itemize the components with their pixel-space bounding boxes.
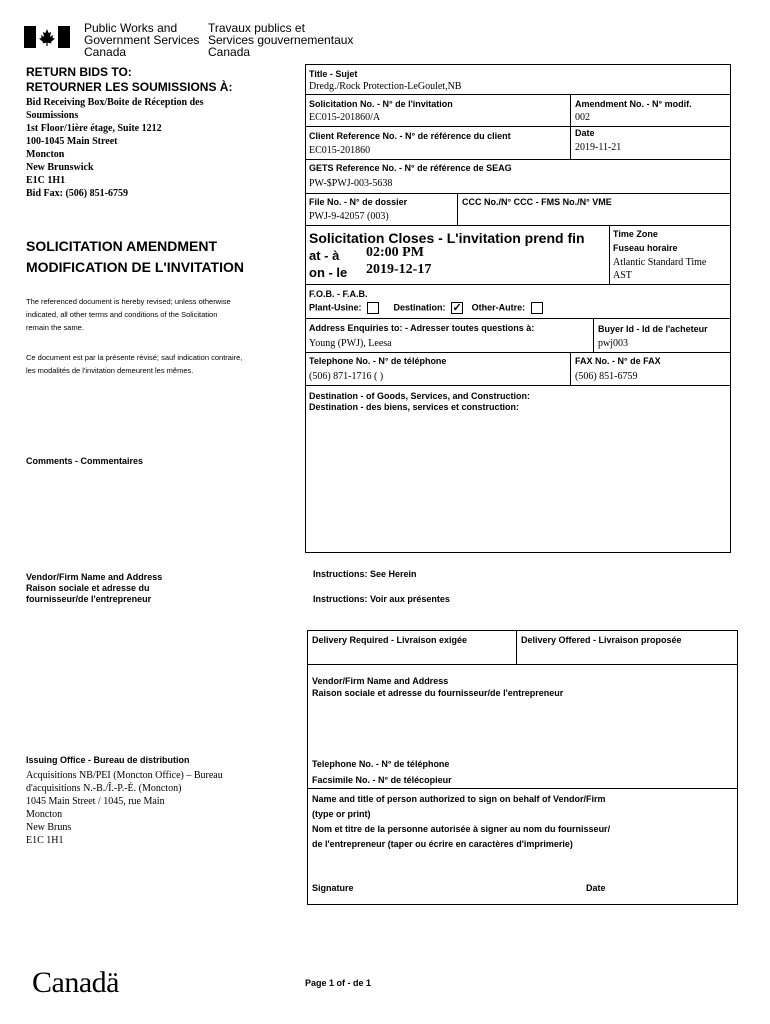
destination-label: Destination: [393, 302, 446, 313]
issuing-office-label: Issuing Office - Bureau de distribution [26, 755, 190, 765]
instructions-en: Instructions: See Herein [313, 569, 417, 579]
destination-goods-line: Destination - of Goods, Services, and Construction: [309, 391, 531, 401]
title-label: Title - Sujet [309, 69, 358, 79]
address-line: Bid Receiving Box/Boite de Réception des [26, 97, 204, 108]
closing-date-value: 2019-12-17 [366, 262, 432, 277]
dept-en-line: Canada [84, 45, 127, 59]
plant-usine-checkbox[interactable] [367, 302, 379, 314]
buyer-id-value: pwj003 [598, 338, 628, 349]
note-line: remain the same. [26, 323, 84, 332]
vendor-facsimile-label: Facsimile No. - N° de télécopieur [312, 775, 452, 785]
date-value: 2019-11-21 [575, 142, 622, 153]
vendor-left-line: Raison sociale et adresse du [26, 583, 150, 593]
fax-value: (506) 851-6759 [575, 371, 638, 382]
telephone-label: Telephone No. - N° de téléphone [309, 356, 447, 366]
note-line: Ce document est par la présente révisé; sauf indication contraire, [26, 353, 243, 362]
time-zone-abbr: AST [613, 270, 632, 281]
canada-flag-icon [24, 26, 70, 48]
canada-wordmark: Canadä [32, 966, 119, 999]
return-bids-title [26, 65, 232, 95]
file-no-value: PWJ-9-42057 (003) [309, 211, 389, 222]
issuing-line: Moncton [26, 809, 63, 820]
time-zone-label-fr: Fuseau horaire [613, 243, 678, 253]
destination-checkbox[interactable]: ✓ [452, 302, 462, 314]
amendment-title-fr: MODIFICATION DE L'INVITATION [26, 259, 244, 275]
authorized-line: de l'entrepreneur (taper ou écrire en caractères d'imprimerie) [312, 839, 573, 849]
issuing-line: New Bruns [26, 822, 72, 833]
vendor-name-line: Vendor/Firm Name and Address [312, 676, 449, 686]
gets-reference-value: PW-$PWJ-003-5638 [309, 178, 393, 189]
vendor-name-line: Raison sociale et adresse du fournisseur/de l'entrepreneur [312, 688, 564, 698]
authorized-line: Name and title of person authorized to sign on behalf of Vendor/Firm [312, 794, 606, 804]
dept-en-line: Public Works and [84, 21, 178, 35]
instructions-fr: Instructions: Voir aux présentes [313, 594, 450, 604]
department-name-fr [208, 22, 353, 58]
address-line: New Brunswick [26, 162, 94, 173]
amendment-note-en [26, 295, 231, 334]
amendment-title [26, 236, 244, 278]
issuing-office-address [26, 769, 223, 847]
amendment-no-label: Amendment No. - N° modif. [575, 99, 692, 109]
delivery-offered-label: Delivery Offered - Livraison proposée [521, 635, 682, 645]
amendment-title-en: SOLICITATION AMENDMENT [26, 238, 218, 254]
destination-goods-label [309, 391, 530, 413]
return-bids-title-en: RETURN BIDS TO: [26, 65, 132, 79]
vendor-left-line: fournisseur/de l'entrepreneur [26, 594, 152, 604]
vendor-left-label [26, 572, 162, 605]
address-enquiries-value: Young (PWJ), Leesa [309, 338, 392, 349]
date-label: Date [575, 128, 595, 138]
note-line: The referenced document is hereby revised; unless otherwise [26, 297, 231, 306]
dept-fr-line: Canada [208, 45, 251, 59]
amendment-no-value: 002 [575, 112, 590, 123]
signature-label: Signature [312, 883, 354, 893]
issuing-line: Acquisitions NB/PEI (Moncton Office) – Bureau [26, 770, 223, 781]
address-line: 1st Floor/1ière étage, Suite 1212 [26, 123, 162, 134]
destination-goods-line: Destination - des biens, services et construction: [309, 402, 520, 412]
dept-en-line: Government Services [84, 33, 200, 47]
title-value: Dredg./Rock Protection-LeGoulet,NB [309, 81, 462, 92]
issuing-line: 1045 Main Street / 1045, rue Main [26, 796, 165, 807]
solicitation-no-value: EC015-201860/A [309, 112, 381, 123]
department-name-en [84, 22, 199, 58]
time-zone-label-en: Time Zone [613, 229, 658, 239]
client-reference-label: Client Reference No. - N° de référence du client [309, 131, 511, 141]
fax-label: FAX No. - N° de FAX [575, 356, 661, 366]
fob-options [309, 302, 543, 314]
address-line: Soumissions [26, 110, 79, 121]
address-line: Bid Fax: (506) 851-6759 [26, 188, 128, 199]
time-zone-value: Atlantic Standard Time [613, 257, 707, 268]
note-line: indicated, all other terms and conditions of the Solicitation [26, 310, 218, 319]
authorized-person-label [312, 792, 610, 852]
address-enquiries-label: Address Enquiries to: - Adresser toutes questions à: [309, 323, 535, 333]
plant-usine-label: Plant-Usine: [309, 302, 362, 313]
gets-reference-label: GETS Reference No. - N° de référence de SEAG [309, 163, 512, 173]
file-no-label: File No. - N° de dossier [309, 197, 408, 207]
at-label: at - à [309, 248, 340, 263]
ccc-no-label: CCC No./N° CCC - FMS No./N° VME [462, 197, 612, 207]
issuing-line: d'acquisitions N.-B./Î.-P.-É. (Moncton) [26, 783, 182, 794]
vendor-telephone-label: Telephone No. - N° de téléphone [312, 759, 450, 769]
solicitation-no-label: Solicitation No. - N° de l'invitation [309, 99, 453, 109]
issuing-line: E1C 1H1 [26, 835, 64, 846]
closing-time-value: 02:00 PM [366, 245, 424, 260]
fob-label: F.O.B. - F.A.B. [309, 289, 368, 299]
other-autre-label: Other-Autre: [471, 302, 526, 313]
other-autre-checkbox[interactable] [531, 302, 543, 314]
amendment-note-fr [26, 351, 242, 377]
address-line: E1C 1H1 [26, 175, 66, 186]
buyer-id-label: Buyer Id - Id de l'acheteur [598, 324, 708, 334]
signature-date-label: Date [586, 883, 606, 893]
telephone-value: (506) 871-1716 ( ) [309, 371, 384, 382]
vendor-name-label [312, 675, 563, 699]
vendor-left-line: Vendor/Firm Name and Address [26, 572, 163, 582]
page-number: Page 1 of - de 1 [305, 978, 372, 988]
comments-label: Comments - Commentaires [26, 456, 144, 466]
return-bids-address [26, 96, 204, 200]
client-reference-value: EC015-201860 [309, 145, 371, 156]
note-line: les modalités de l'invitation demeurent les mêmes. [26, 366, 194, 375]
authorized-line: Nom et titre de la personne autorisée à signer au nom du fournisseur/ [312, 824, 611, 834]
delivery-required-label: Delivery Required - Livraison exigée [312, 635, 468, 645]
address-line: 100-1045 Main Street [26, 136, 118, 147]
address-line: Moncton [26, 149, 65, 160]
on-label: on - le [309, 265, 348, 280]
dept-fr-line: Travaux publics et [208, 21, 305, 35]
dept-fr-line: Services gouvernementaux [208, 33, 354, 47]
return-bids-title-fr: RETOURNER LES SOUMISSIONS À: [26, 80, 233, 94]
solicitation-closes-label: Solicitation Closes - L'invitation prend fin [309, 230, 585, 246]
authorized-line: (type or print) [312, 809, 371, 819]
